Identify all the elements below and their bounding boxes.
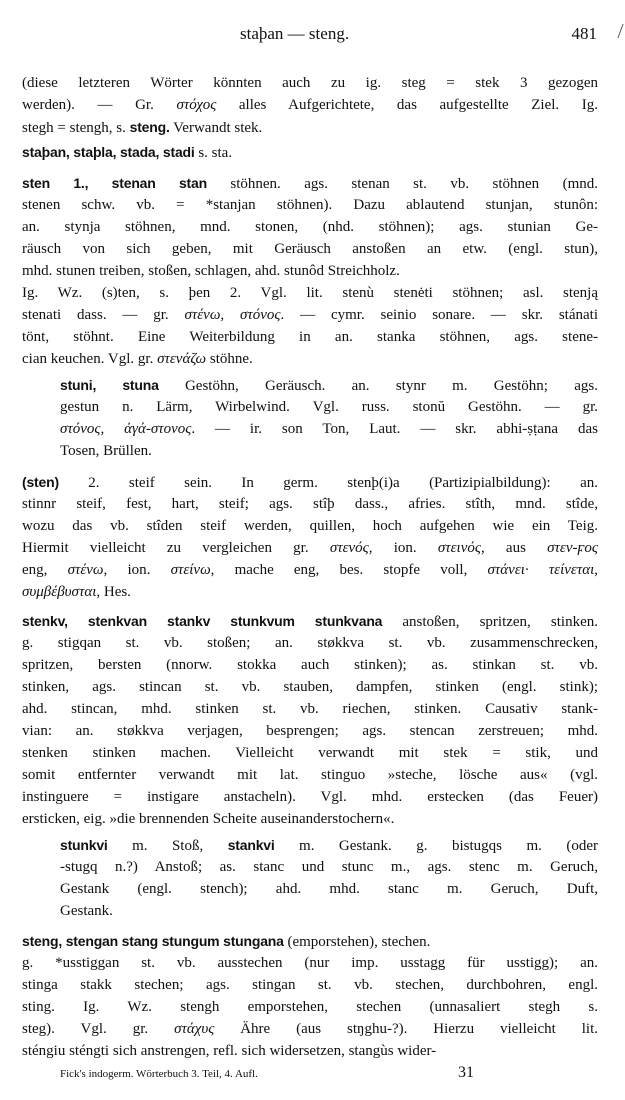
dictionary-entry xyxy=(22,834,598,922)
text-run: , aus xyxy=(480,540,548,556)
greek-form: στάχυς xyxy=(174,1021,215,1037)
text-line xyxy=(60,374,598,396)
text-line xyxy=(22,930,598,952)
margin-pencil-mark xyxy=(611,24,623,38)
greek-form: στενάζω xyxy=(157,351,207,367)
text-line xyxy=(22,808,598,830)
greek-form: στόνος, ἀγά-στονος xyxy=(60,421,192,437)
text-run: stöhnen. ags. stenan st. vb. stöhnen (mnd. xyxy=(206,176,599,192)
text-line xyxy=(22,282,598,304)
headword: staþan, staþla, stada, stadi xyxy=(22,144,195,160)
headword: stuni, stuna xyxy=(60,377,159,393)
text-line xyxy=(22,559,598,581)
text-run: ahd. stincan, mhd. stinken st. vb. riechen, stinken. Causativ stank- xyxy=(22,701,598,717)
text-line xyxy=(22,996,598,1018)
text-line xyxy=(22,952,598,974)
text-run: stöhne. xyxy=(206,351,253,367)
text-run: (diese letzteren Wörter könnten auch zu ig. steg = stek 3 gezogen xyxy=(22,75,598,91)
text-run: Ähre (aus stŋghu-?). Hierzu vielleicht lit. xyxy=(214,1021,598,1037)
text-line xyxy=(22,1018,598,1040)
text-line xyxy=(22,493,598,515)
text-line xyxy=(22,537,598,559)
text-line xyxy=(22,515,598,537)
text-line xyxy=(22,141,598,163)
text-line xyxy=(22,581,598,603)
text-run: an. stynja stöhnen, mnd. stonen, (nhd. stöhnen); ags. stunian Ge- xyxy=(22,219,598,235)
text-run: stenati dass. — gr. xyxy=(22,307,185,323)
text-line xyxy=(22,786,598,808)
dictionary-entry xyxy=(22,172,598,370)
text-line xyxy=(22,194,598,216)
headword: stunkvi xyxy=(60,837,108,853)
text-run: sting. Ig. Wz. stengh emporstehen, stechen (unnasaliert stegh s. xyxy=(22,999,598,1015)
text-line xyxy=(22,348,598,370)
text-run: spritzen, bersten (nnorw. stokka auch stinken); as. stinkan st. vb. xyxy=(22,657,598,673)
text-line xyxy=(60,856,598,878)
text-run: anstoßen, spritzen, stinken. xyxy=(382,614,598,630)
text-run: Gestank. xyxy=(60,903,113,919)
text-run: räusch von sich geben, mit Geräusch anstoßen an etw. (engl. stun), xyxy=(22,241,598,257)
text-line xyxy=(22,326,598,348)
greek-form: στένω xyxy=(67,562,104,578)
page-number: 481 xyxy=(571,24,597,43)
text-run: Hiermit vielleicht zu vergleichen gr. xyxy=(22,540,330,556)
text-line xyxy=(22,304,598,326)
text-run: m. Gestank. g. bistugqs m. (oder xyxy=(274,838,598,854)
headword: sten 1., stenan stan xyxy=(22,175,207,191)
dictionary-entry xyxy=(22,471,598,603)
footer-note: Fick's indogerm. Wörterbuch 3. Teil, 4. Aufl. xyxy=(60,1068,258,1080)
text-line xyxy=(22,610,598,632)
text-run: stegh = stengh, s. xyxy=(22,120,130,136)
text-line xyxy=(22,471,598,493)
text-run: cian keuchen. Vgl. gr. xyxy=(22,351,158,367)
text-line xyxy=(22,260,598,282)
text-run: alles Aufgerichtete, das aufgestellte Ziel. Ig. xyxy=(216,97,598,113)
text-line xyxy=(22,654,598,676)
greek-form: συμβέβυσται xyxy=(22,584,97,600)
text-run: stinken, ags. stincan st. vb. stauben, dampfen, stinken (engl. stink); xyxy=(22,679,598,695)
text-run: stenen schw. vb. = *stanjan stöhnen). Dazu ablautend stunjan, stunôn: xyxy=(22,197,598,213)
text-run: werden). — Gr. xyxy=(22,97,177,113)
text-run: vian: an. støkkva verjagen, besprengen; ags. stencan zerstreuen; mhd. xyxy=(22,723,598,739)
text-line xyxy=(22,698,598,720)
signature-mark: 31 xyxy=(458,1064,474,1081)
text-run: (emporstehen), stechen. xyxy=(283,934,431,950)
text-line xyxy=(22,94,598,116)
text-run: Ig. Wz. (s)ten, s. þen 2. Vgl. lit. stenù stenėti stöhnen; asl. stenją xyxy=(22,285,598,301)
text-run: steg). Vgl. gr. xyxy=(22,1021,175,1037)
headword: (sten) xyxy=(22,474,59,490)
text-run: m. Stoß, xyxy=(107,838,228,854)
dictionary-entry xyxy=(22,610,598,830)
text-line xyxy=(60,418,598,440)
text-run: , ion. xyxy=(103,562,171,578)
running-head xyxy=(0,24,625,50)
greek-form: στάνει· τείνεται, xyxy=(487,562,598,578)
text-run: . — cymr. seinio sonare. — skr. stánati xyxy=(280,307,599,323)
text-line xyxy=(22,764,598,786)
headword: steng, stengan stang stungum stungana xyxy=(22,933,284,949)
text-line xyxy=(22,1040,598,1062)
text-run: 2. steif sein. In germ. stenþ(i)a (Partizipialbildung): an. xyxy=(58,475,598,491)
dictionary-entry xyxy=(22,141,598,163)
page-footer xyxy=(60,1064,580,1086)
text-line xyxy=(60,878,598,900)
text-run: gestun n. Lärm, Wirbelwind. Vgl. russ. stonŭ Gestöhn. — gr. xyxy=(60,399,598,415)
text-run: ersticken, eig. »die brennenden Scheite auseinanderstochern«. xyxy=(22,811,395,827)
text-line xyxy=(60,440,598,462)
headword: stenkv, stenkvan stankv stunkvum stunkvana xyxy=(22,613,383,629)
text-line xyxy=(22,72,598,94)
dictionary-entry xyxy=(22,72,598,138)
text-run: s. sta. xyxy=(194,145,233,161)
text-line xyxy=(22,216,598,238)
text-run: eng, xyxy=(22,562,68,578)
dictionary-entry xyxy=(22,374,598,462)
text-run: Verwandt stek. xyxy=(169,120,263,136)
text-run: Gestank (engl. stench); ahd. mhd. stanc m. Geruch, Duft, xyxy=(60,881,598,897)
text-run: Tosen, Brüllen. xyxy=(60,443,152,459)
text-run: . — ir. son Ton, Laut. — skr. abhi-ṣṭana das xyxy=(191,421,598,437)
text-run: instinguere = instigare anstacheln). Vgl. mhd. erstecken (das Feuer) xyxy=(22,789,598,805)
text-line xyxy=(22,742,598,764)
text-run: g. *usstiggan st. vb. ausstechen (nur imp. usstagg für usstigg); an. xyxy=(22,955,598,971)
greek-form: στόχος xyxy=(176,97,217,113)
text-line xyxy=(22,116,598,138)
text-line xyxy=(22,974,598,996)
dictionary-entry xyxy=(22,930,598,1062)
greek-form: στένω, στόνος xyxy=(184,307,281,323)
text-line xyxy=(22,720,598,742)
text-line xyxy=(60,834,598,856)
text-run: , Hes. xyxy=(96,584,131,600)
text-run: somit entfernter verwandt mit lat. stinguo »steche, lösche aus« (vgl. xyxy=(22,767,598,783)
text-run: , ion. xyxy=(368,540,438,556)
text-line xyxy=(60,396,598,418)
text-run: , mache eng, bes. stopfe voll, xyxy=(210,562,488,578)
dictionary-body xyxy=(22,72,598,1062)
text-run: stinnr steif, fest, hart, steif; ags. stîþ dass., afries. stîth, mnd. stîde, xyxy=(22,496,598,512)
text-run: -stugq n.?) Anstoß; as. stanc und stunc m., ags. stenc m. Geruch, xyxy=(60,859,598,875)
text-line xyxy=(22,172,598,194)
text-line xyxy=(22,632,598,654)
text-run: stinga stakk stechen; ags. stingan st. vb. stechen, durchbohren, engl. xyxy=(22,977,598,993)
text-line xyxy=(22,238,598,260)
greek-form: στείνω xyxy=(170,562,211,578)
text-run: mhd. stunen treiben, stoßen, schlagen, ahd. stunôd Streichholz. xyxy=(22,263,400,279)
greek-form: στεν-ϝος xyxy=(547,540,599,556)
text-line xyxy=(60,900,598,922)
text-line xyxy=(22,676,598,698)
text-run: tönt, stöhnt. Eine Weiterbildung in an. stanka stöhnen, ags. stene- xyxy=(22,329,598,345)
greek-form: στεινός xyxy=(437,540,481,556)
text-run: sténgiu sténgti sich anstrengen, refl. sich widersetzen, stangùs wider- xyxy=(22,1043,437,1059)
headword: steng. xyxy=(129,119,170,135)
text-run: wozu das vb. stîden steif werden, quillen, hoch aufgehen wie ein Teig. xyxy=(22,518,598,534)
text-run: stenken stinken machen. Vielleicht verwandt mit stek = stik, und xyxy=(22,745,598,761)
greek-form: στενός xyxy=(329,540,369,556)
headword: stankvi xyxy=(227,837,275,853)
running-head-title: staþan — steng. xyxy=(240,24,350,43)
text-run: g. stigqan st. vb. stoßen; an. støkkva st. vb. zusammenschrecken, xyxy=(22,635,598,651)
text-run: Gestöhn, Geräusch. an. stynr m. Gestöhn; ags. xyxy=(158,378,598,394)
